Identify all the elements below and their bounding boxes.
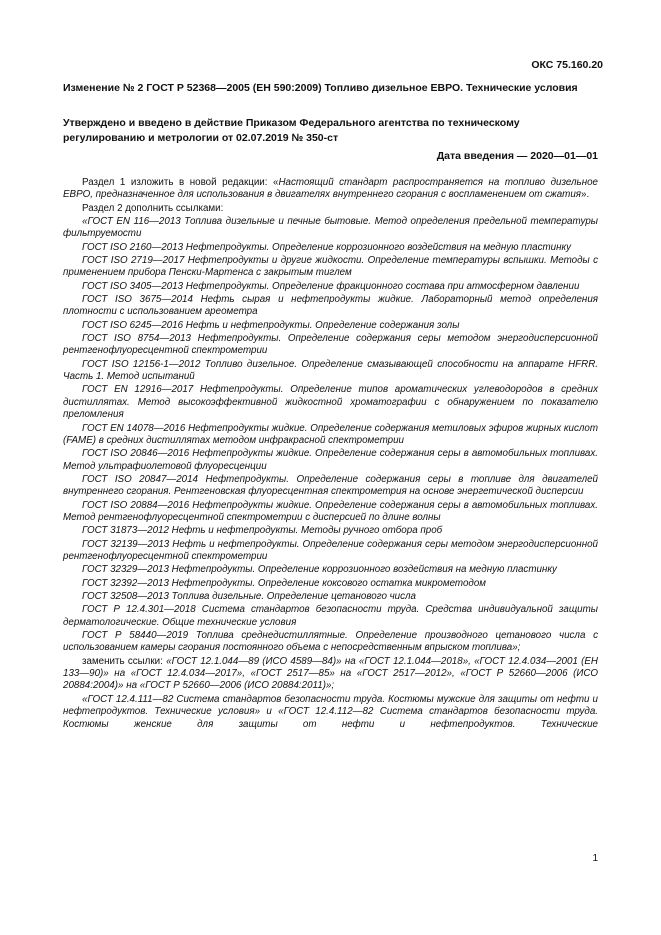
section-2-intro: Раздел 2 дополнить ссылками: xyxy=(82,202,224,214)
reference-item: ГОСТ ISO 3675—2014 Нефть сырая и нефтепродукты жидкие. Лабораторный метод определения плотности с использованием ареометра xyxy=(63,294,598,318)
reference-item: ГОСТ 32329—2013 Нефтепродукты. Определение коррозионного воздействия на медную пластинку xyxy=(82,564,557,576)
reference-item: ГОСТ Р 58440—2019 Топлива среднедистиллятные. Определение производного цетанового числа с использованием камеры сгорания постоянного объема с непосредственным впрыском топлива»; xyxy=(63,629,598,654)
reference-item: ГОСТ ISO 2160—2013 Нефтепродукты. Определение коррозионного воздействия на медную пластинку xyxy=(82,241,572,253)
replace-prefix: заменить ссылки: xyxy=(82,655,167,667)
reference-item: ГОСТ EN 14078—2016 Нефтепродукты жидкие. Определение содержания метиловых эфиров жирных кислот (FAME) в средних дистиллятах методом инфракрасной спектрометрии xyxy=(63,422,598,446)
protective-suits-paragraph: «ГОСТ 12.4.111—82 Система стандартов безопасности труда. Костюмы мужские для защиты от нефти и нефтепродуктов. Технические условия» и «ГОСТ 12.4.112—82 Система стандартов безопасности труда. Костюмы женские для защиты от нефти и нефтепродуктов. Технические xyxy=(63,693,598,730)
reference-item: ГОСТ 32392—2013 Нефтепродукты. Определение коксового остатка микрометодом xyxy=(82,577,487,589)
classification-code: ОКС 75.160.20 xyxy=(531,59,603,71)
effective-date: Дата введения — 2020—01—01 xyxy=(436,150,598,162)
section-1-text: Настоящий стандарт распространяется на топливо дизельное ЕВРО, предназначенное для использования в двигателях внутреннего сгорания с воспламенением от сжатия xyxy=(63,177,598,201)
document-body xyxy=(63,177,598,732)
replace-references-paragraph xyxy=(63,656,598,693)
page-number: 1 xyxy=(592,853,598,864)
reference-item: ГОСТ 31873—2012 Нефть и нефтепродукты. Методы ручного отбора проб xyxy=(82,525,443,537)
reference-item: ГОСТ ISO 12156-1—2012 Топливо дизельное. Определение смазывающей способности на аппарате HFRR. Часть 1. Метод испытаний xyxy=(63,358,598,383)
section-1-paragraph xyxy=(63,177,598,202)
approval-statement: Утверждено и введено в действие Приказом Федерального агентства по техническому регулированию и метрологии от 02.07.2019 № 350-ст xyxy=(63,117,520,144)
section-1-prefix: Раздел 1 изложить в новой редакции: « xyxy=(82,177,279,188)
reference-item: ГОСТ EN 12916—2017 Нефтепродукты. Определение типов ароматических углеводородов в средних дистиллятах. Метод высокоэффективной жидкостной хроматографии с обнаружением по показателю преломления xyxy=(63,384,598,421)
reference-item: ГОСТ 32139—2013 Нефть и нефтепродукты. Определение содержания серы методом энергодисперсионной рентгенофлуоресцентной спектрометрии xyxy=(63,538,598,563)
reference-item: ГОСТ Р 12.4.301—2018 Система стандартов безопасности труда. Средства индивидуальной защиты дерматологические. Общие технические условия xyxy=(63,604,598,628)
reference-item: ГОСТ ISO 2719—2017 Нефтепродукты и другие жидкости. Определение температуры вспышки. Методы с применением прибора Пенски-Мартенса с закрытым тиглем xyxy=(63,255,598,279)
reference-item: ГОСТ ISO 20847—2014 Нефтепродукты. Определение содержания серы в топливе для двигателей внутреннего сгорания. Рентгеновская флуоресцентная спектрометрия на основе энергетической дисперсии xyxy=(63,473,598,498)
reference-item: «ГОСТ EN 116—2013 Топлива дизельные и печные бытовые. Метод определения предельной температуры фильтруемости xyxy=(63,216,598,240)
replace-list: «ГОСТ 12.1.044—89 (ИСО 4589—84)» на «ГОСТ 12.1.044—2018», «ГОСТ 12.4.034—2001 (ЕН 133—90)» на «ГОСТ 12.4.034—2017», «ГОСТ 2517—85» на «ГОСТ 2517—2012», «ГОСТ Р 52660—2006 (ИСО 20884:2004)» на «ГОСТ Р 52660—2006 (ИСО 20884:2011)»; xyxy=(63,655,599,692)
reference-item: ГОСТ ISO 6245—2016 Нефть и нефтепродукты. Определение содержания золы xyxy=(82,319,460,331)
reference-item: ГОСТ 32508—2013 Топлива дизельные. Определение цетанового числа xyxy=(82,590,417,602)
amendment-title: Изменение № 2 ГОСТ Р 52368—2005 (ЕН 590:2009) Топливо дизельное ЕВРО. Технические условия xyxy=(63,82,578,94)
reference-item: ГОСТ ISO 20846—2016 Нефтепродукты жидкие. Определение содержания серы в автомобильных топливах. Метод ультрафиолетовой флуоресценции xyxy=(63,448,598,472)
reference-item: ГОСТ ISO 20884—2016 Нефтепродукты жидкие. Определение содержания серы в автомобильных топливах. Метод рентгенофлуоресцентной спектрометрии с дисперсией по длине волны xyxy=(63,499,598,524)
section-1-suffix: ». xyxy=(581,189,590,201)
reference-item: ГОСТ ISO 8754—2013 Нефтепродукты. Определение содержания серы методом энергодисперсионной рентгенофлуоресцентной спектрометрии xyxy=(63,333,598,357)
reference-item: ГОСТ ISO 3405—2013 Нефтепродукты. Определение фракционного состава при атмосферном давлении xyxy=(82,280,580,292)
